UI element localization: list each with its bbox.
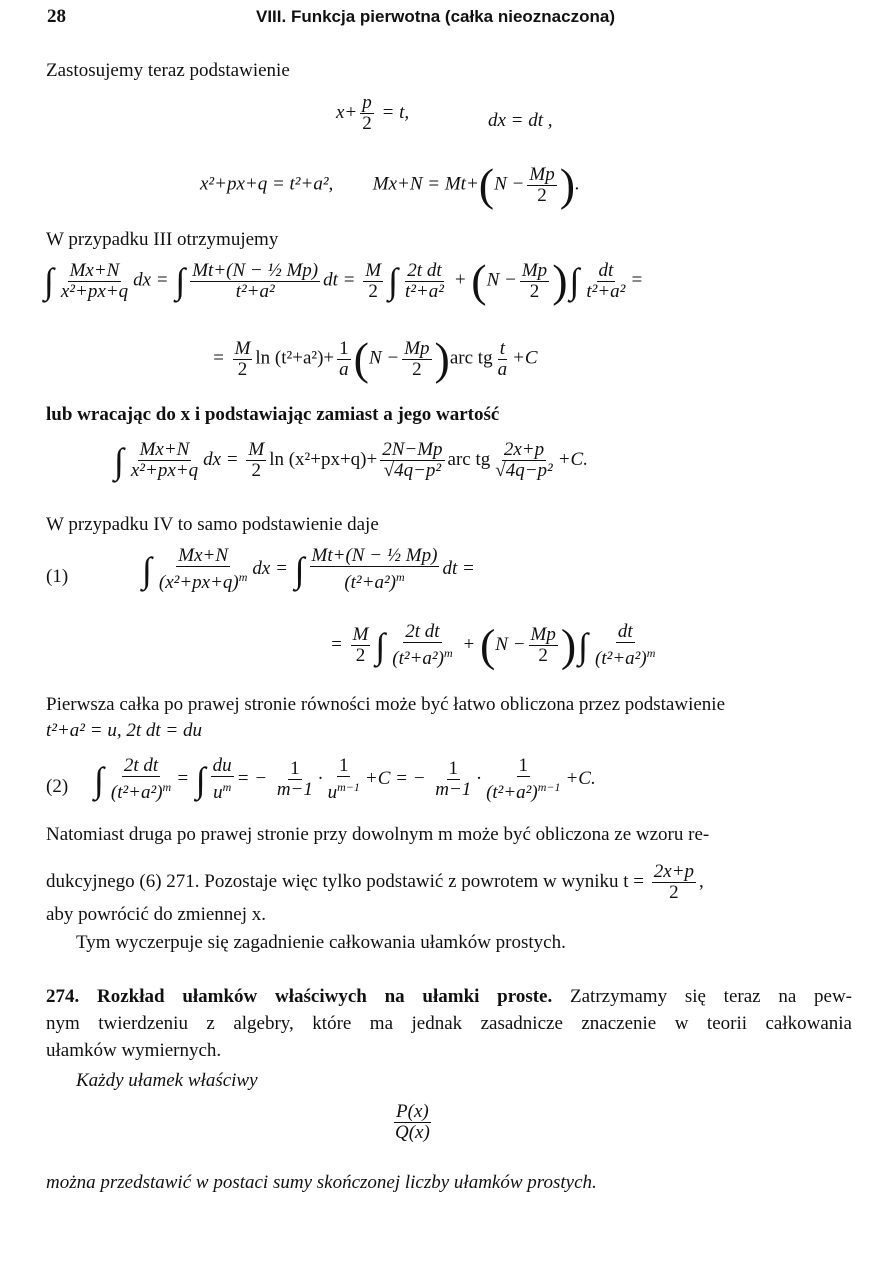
integral-sign: ∫ [195, 759, 206, 800]
eq-case3-x [112, 440, 588, 481]
denominator: 2 [251, 460, 262, 481]
denominator [326, 777, 362, 803]
numerator: 2x+p [503, 439, 545, 460]
paragraph-first-integral-1: Pierwsza całka po prawej stronie równości może być łatwo obliczona przez podstawienie [46, 694, 725, 715]
numerator: Mp [530, 624, 556, 645]
fraction [326, 756, 362, 803]
denominator: 2 [355, 645, 366, 666]
eq-part: ln (x²+px+q)+ [269, 448, 378, 470]
eq-substitution [336, 93, 409, 134]
numerator: M [365, 259, 382, 281]
eq-part: + [453, 269, 467, 291]
section-274-line-2: nym twierdzeniu z algebry, które ma jednak zasadnicze znaczenie w teorii całkowania [46, 1013, 852, 1034]
eq-label-2: (2) [46, 776, 69, 797]
running-title: VIII. Funkcja pierwotna (całka nieoznaczona) [256, 7, 615, 26]
integral-sign: ∫ [375, 625, 386, 666]
fraction [402, 339, 431, 380]
numerator: Mx+N [139, 439, 190, 460]
integral-sign: ∫ [142, 549, 152, 590]
integral-sign: ∫ [175, 261, 186, 301]
page-number: 28 [47, 6, 66, 27]
numerator: P(x) [396, 1101, 429, 1122]
denominator-base: (t²+a²) [344, 572, 396, 593]
exponent: m [222, 780, 232, 794]
numerator: Mt+(N − ½ Mp) [192, 259, 319, 281]
denominator-base: (t²+a²) [486, 782, 538, 803]
eq-part: · [476, 767, 482, 789]
numerator: 2t dt [405, 621, 440, 642]
denominator: m−1 [435, 779, 472, 800]
paren: ) [434, 333, 450, 384]
denominator: 2 [669, 882, 679, 903]
fraction [233, 339, 253, 380]
denominator-base: (t²+a²) [392, 648, 444, 669]
numerator: 1 [448, 758, 459, 779]
denominator: a [497, 358, 508, 380]
paragraph-first-integral-2: t²+a² = u, 2t dt = du [46, 720, 202, 741]
eq-label-1: (1) [46, 566, 69, 587]
eq-2 [92, 756, 596, 803]
eq-part: = [212, 347, 225, 369]
paren: ) [559, 159, 576, 210]
back-substitution-line: lub wracając do x i podstawiając zamiast a jego wartość [46, 404, 500, 425]
numerator: Mt+(N − ½ Mp) [311, 545, 438, 566]
numerator: 2x+p [653, 861, 695, 882]
fraction [493, 440, 554, 481]
case3-line: W przypadku III otrzymujemy [46, 229, 279, 250]
eq-part: = t, [381, 101, 410, 123]
denominator: √4q−p² [495, 460, 553, 481]
paragraph-text: dukcyjnego (6) 271. Pozostaje więc tylko podstawić z powrotem w wyniku t = [46, 870, 645, 892]
numerator: M [234, 337, 251, 359]
denominator: t²+a² [404, 280, 444, 302]
numerator: M [352, 624, 369, 645]
numerator: 2t dt [123, 755, 159, 776]
denominator [109, 777, 173, 803]
paragraph-second-integral-4: Tym wyczerpuje się zagadnienie całkowania ułamków prostych. [76, 932, 566, 953]
integral-sign: ∫ [44, 261, 54, 301]
section-title: 274. Rozkład ułamków właściwych na ułamki proste. [46, 986, 553, 1007]
eq-case4 [140, 546, 475, 593]
exponent: m [162, 780, 172, 794]
eq-part: ln (t²+a²)+ [255, 347, 335, 369]
fraction [310, 546, 440, 593]
punctuation: , [699, 870, 704, 892]
paren: ( [478, 159, 495, 210]
eq-part: · [317, 767, 323, 789]
theorem-line-2: można przedstawić w postaci sumy skończonej liczby ułamków prostych. [46, 1172, 597, 1193]
eq-part: − [254, 767, 268, 789]
eq-part: dx = [203, 448, 239, 470]
eq-part: dx = [133, 269, 169, 291]
eq-case3 [42, 255, 644, 306]
eq-part: = [630, 269, 644, 291]
numerator: Mx+N [178, 545, 229, 566]
integral-sign: ∫ [94, 759, 104, 800]
fraction [59, 261, 130, 302]
paren: ( [353, 333, 369, 384]
eq-part: +C. [557, 448, 588, 470]
denominator [390, 643, 454, 669]
integral-sign: ∫ [569, 261, 580, 301]
fraction [109, 756, 173, 803]
numerator: 1 [339, 337, 349, 359]
integral-sign: ∫ [388, 261, 398, 301]
paragraph-second-integral-2 [46, 862, 704, 903]
denominator [211, 777, 233, 803]
fraction [403, 261, 446, 302]
numerator: 1 [518, 755, 529, 776]
denominator: Q(x) [395, 1122, 430, 1143]
fraction [393, 1102, 432, 1143]
fraction [380, 440, 444, 481]
denominator-base: u [213, 782, 223, 803]
fraction [246, 440, 266, 481]
denominator: 2 [412, 358, 422, 380]
eq-part: arc tg [449, 347, 493, 369]
denominator [342, 567, 406, 593]
denominator: x²+px+q [60, 280, 129, 302]
fraction [527, 165, 556, 206]
numerator: p [362, 92, 372, 113]
eq-part: dt = [442, 557, 475, 579]
fraction [433, 759, 473, 800]
denominator: 2 [362, 113, 372, 134]
numerator: Mx+N [69, 259, 120, 281]
denominator-base: u [327, 782, 338, 803]
eq-dxdt: dx = dt , [488, 110, 553, 131]
denominator: 2 [237, 358, 248, 380]
fraction [520, 261, 549, 302]
denominator-base: (t²+a²) [595, 648, 647, 669]
intro-line: Zastosujemy teraz podstawienie [46, 60, 290, 81]
integral-sign: ∫ [114, 440, 124, 481]
case4-line: W przypadku IV to samo podstawienie daje [46, 514, 379, 535]
fraction [652, 862, 696, 903]
fraction [351, 625, 371, 666]
eq-part: arc tg [447, 448, 491, 470]
paren: ) [552, 255, 568, 306]
denominator: 2 [537, 184, 547, 206]
theorem-line-1: Każdy ułamek właściwy [76, 1070, 258, 1091]
eq-part: x+ [336, 101, 358, 123]
fraction [363, 261, 383, 302]
fraction [584, 261, 627, 302]
exponent: m−1 [537, 780, 561, 794]
exponent: m [443, 646, 453, 660]
numerator: dt [598, 259, 614, 281]
numerator: du [212, 755, 232, 776]
fraction [157, 546, 250, 593]
numerator: dt [617, 621, 633, 642]
denominator: t²+a² [235, 280, 275, 302]
paren: ) [560, 619, 577, 671]
eq-part: dx = [252, 557, 288, 579]
numerator: Mp [521, 259, 548, 281]
eq-part: N − [495, 633, 526, 655]
numerator: 1 [338, 755, 349, 776]
denominator: 2 [368, 280, 378, 302]
eq-case3-result [212, 333, 538, 384]
denominator: 2 [529, 280, 540, 302]
exponent: m [395, 570, 405, 584]
denominator-base: (x²+px+q) [158, 572, 239, 593]
numerator: 1 [290, 758, 300, 779]
fraction [496, 339, 510, 380]
numerator: 2N−Mp [382, 439, 443, 460]
denominator: x²+px+q [130, 460, 199, 481]
eq-proper-fraction [390, 1102, 435, 1143]
numerator: Mp [404, 337, 430, 359]
fraction [190, 261, 320, 302]
numerator: Mp [529, 163, 555, 185]
eq-part: . [575, 173, 580, 195]
denominator: a [339, 358, 349, 380]
fraction [484, 756, 562, 803]
paragraph-second-integral-1: Natomiast druga po prawej stronie przy dowolnym m może być obliczona ze wzoru re- [46, 824, 710, 845]
eq-part: = [176, 767, 190, 789]
exponent: m−1 [337, 780, 360, 794]
eq-completing-square [200, 159, 580, 210]
denominator [484, 777, 562, 803]
denominator: m−1 [276, 779, 313, 800]
section-274-line-3: ułamków wymiernych. [46, 1040, 222, 1061]
numerator: M [248, 439, 265, 460]
eq-part: +C = − [364, 767, 426, 789]
paren: ( [479, 619, 496, 671]
eq-part: N − [494, 173, 525, 195]
numerator: 2t dt [407, 259, 442, 281]
eq-part: = [236, 767, 250, 789]
exponent: m [238, 570, 248, 584]
eq-part: +C [512, 347, 538, 369]
denominator: t²+a² [586, 280, 626, 302]
fraction [529, 625, 558, 666]
integral-sign: ∫ [578, 625, 589, 666]
eq-part: dt = [323, 269, 356, 291]
denominator-base: (t²+a²) [110, 782, 163, 803]
eq-part: N − [368, 347, 400, 369]
eq-part: N − [486, 269, 517, 291]
eq-case4-split [330, 619, 660, 671]
fraction [360, 93, 374, 134]
denominator [593, 643, 657, 669]
eq-part: +C. [565, 767, 596, 789]
eq-part: + [462, 633, 476, 655]
denominator [157, 567, 250, 593]
numerator: t [499, 337, 505, 359]
section-text: Zatrzymamy się teraz na pew- [570, 986, 852, 1007]
denominator: 2 [538, 645, 548, 666]
fraction [211, 756, 234, 803]
fraction [337, 339, 351, 380]
denominator: √4q−p² [383, 460, 442, 481]
fraction [390, 622, 454, 669]
paragraph-second-integral-3: aby powrócić do zmiennej x. [46, 904, 267, 925]
paren: ( [471, 255, 487, 306]
integral-sign: ∫ [294, 549, 305, 590]
exponent: m [646, 646, 656, 660]
fraction [129, 440, 200, 481]
eq-part: = [330, 633, 343, 655]
eq-part: Mx+N = Mt+ [372, 173, 479, 195]
eq-part: x²+px+q = t²+a², [200, 173, 334, 195]
section-274-line-1 [46, 986, 852, 1008]
fraction [275, 759, 315, 800]
fraction [593, 622, 657, 669]
